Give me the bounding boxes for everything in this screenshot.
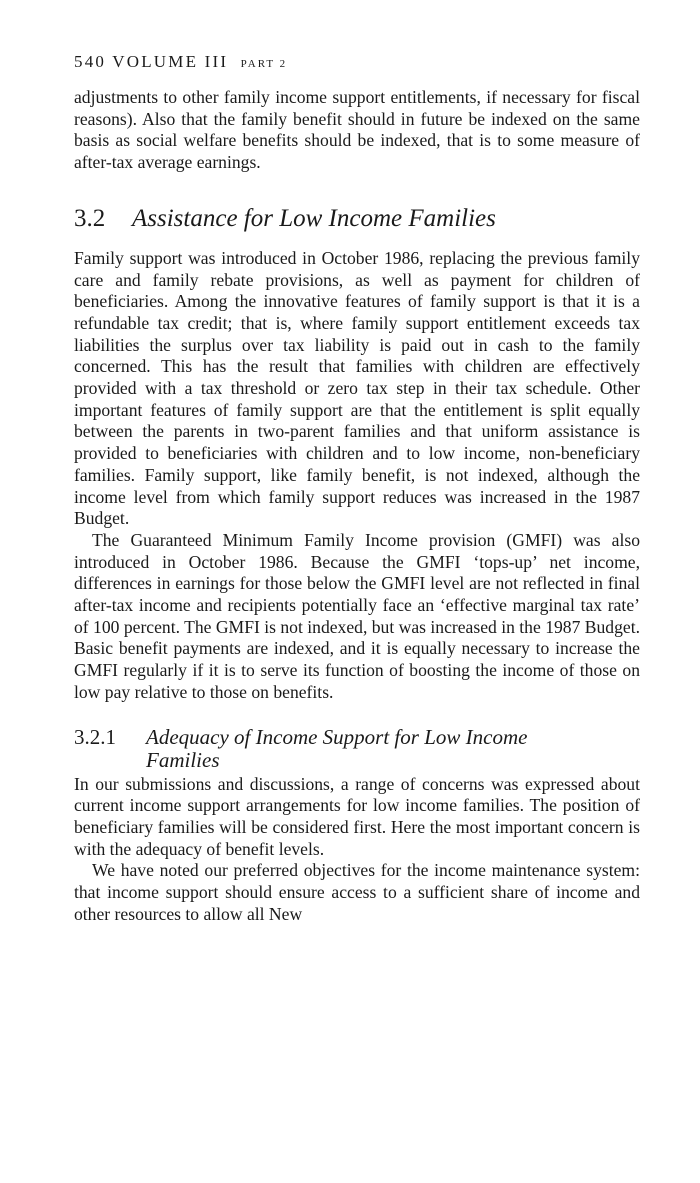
subsection-title: Adequacy of Income Support for Low Income Families [146,724,528,772]
page-number: 540 [74,52,107,71]
opening-paragraph: adjustments to other family income support entitlements, if necessary for fiscal reasons). Also that the family benefit should in future be indexed on the same basis as social welfare benefits should be indexed, that is to some measure of after-tax average earnings. [74,87,640,173]
subsection-number: 3.2.1 [74,724,116,749]
running-header [74,50,640,74]
section-number: 3.2 [74,204,106,232]
section-paragraph: Family support was introduced in October 1986, replacing the previous family care and family rebate provisions, as well as payment for children of beneficiaries. Among the innovative features of family support is that it is a refundable tax credit; that is, where family support entitlement exceeds tax liabilities the surplus over tax liability is paid out in cash to the family concerned. This has the result that families with children are effectively provided with a tax threshold or zero tax step in their tax schedule. Other important features of family support are that the entitlement is split equally between the parents in two-parent families and that uniform assistance is provided to beneficiaries with children and to low income, non-beneficiary families. Family support, like family benefit, is not indexed, although the income level from which family support reduces was increased in the 1987 Budget. [74,247,640,529]
subsection-paragraph: We have noted our preferred objectives for the income maintenance system: that income support should ensure access to a sufficient share of income and other resources to allow all New [74,860,640,924]
section-paragraph: The Guaranteed Minimum Family Income provision (GMFI) was also introduced in October 1986. Because the GMFI ‘tops-up’ net income, differences in earnings for those below the GMFI level are not reflected in final after-tax income and recipients potentially face an ‘effective marginal tax rate’ of 100 percent. The GMFI is not indexed, but was increased in the 1987 Budget. Basic benefit payments are indexed, and it is equally necessary to increase the GMFI regularly if it is to serve its function of boosting the income of those on low pay relative to those on benefits. [74,529,640,702]
volume-label: VOLUME III [112,52,229,71]
section-title: Assistance for Low Income Families [132,204,496,232]
section-heading [74,204,640,234]
page [74,50,640,926]
subsection-paragraph: In our submissions and discussions, a range of concerns was expressed about current income support arrangements for low income families. The position of beneficiary families will be considered first. Here the most important concern is with the adequacy of benefit levels. [74,773,640,859]
subsection-heading [74,726,640,772]
part-label: PART 2 [240,58,288,70]
